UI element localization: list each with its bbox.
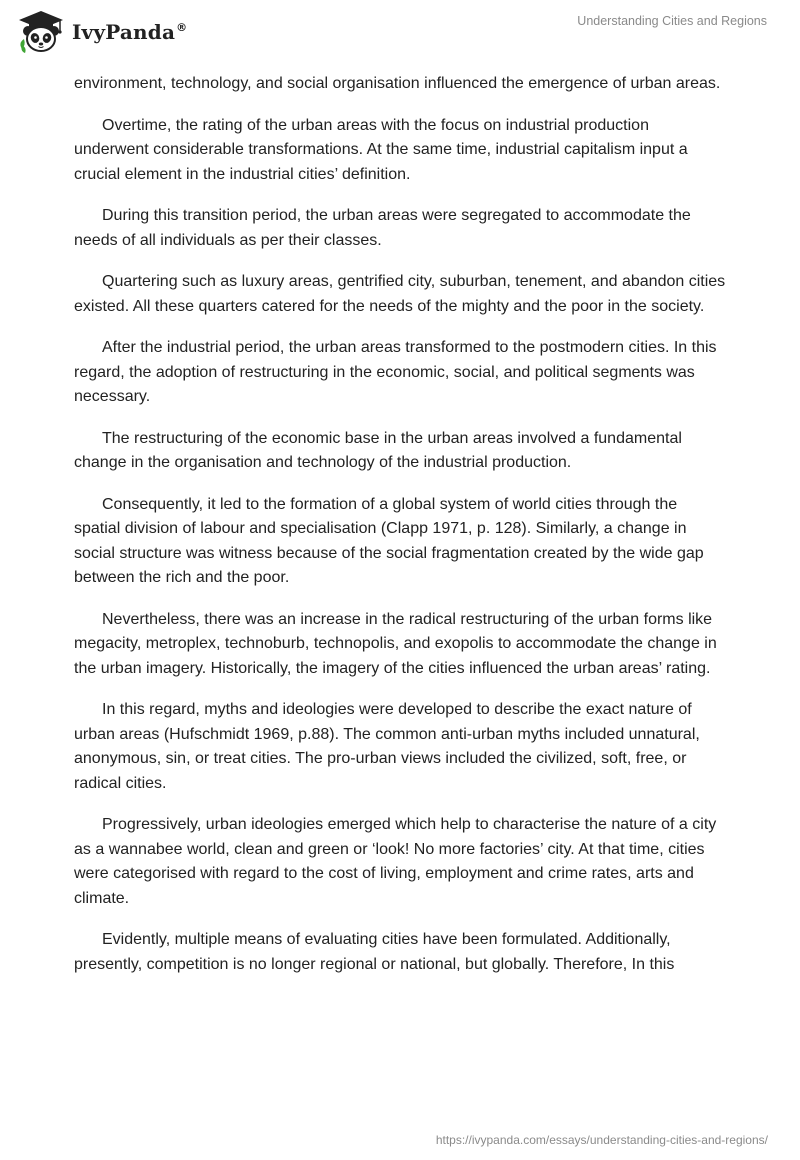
- page-header: [0, 0, 800, 64]
- paragraph: During this transition period, the urban areas were segregated to accommodate the needs of all individuals as per their classes.: [74, 207, 691, 249]
- panda-graduate-icon: [16, 9, 66, 55]
- paragraph: After the industrial period, the urban areas transformed to the postmodern cities. In this regard, the adoption of restructuring in the economic, social, and political segments was necessary.: [74, 339, 717, 405]
- paragraph: Overtime, the rating of the urban areas with the focus on industrial production underwent considerable transformations. At the same time, industrial capitalism input a crucial element in the industrial cities’ definition.: [74, 116, 688, 183]
- paragraph: Quartering such as luxury areas, gentrified city, suburban, tenement, and abandon cities existed. All these quarters catered for the needs of the mighty and the poor in the society.: [74, 273, 726, 315]
- source-url[interactable]: https://ivypanda.com/essays/understanding-cities-and-regions/: [435, 1133, 768, 1147]
- registered-mark: ®: [176, 21, 188, 35]
- document-title: Understanding Cities and Regions: [577, 14, 767, 28]
- brand-logo[interactable]: [16, 8, 187, 56]
- paragraph: Consequently, it led to the formation of a global system of world cities through the spatial division of labour and specialisation (Clapp 1971, p. 128). Similarly, a change in social structure was witness because of the social fragmentation created by the wide gap between the rich and the poor.: [74, 495, 704, 586]
- paragraph: The restructuring of the economic base in the urban areas involved a fundamental change in the organisation and technology of the industrial production.: [74, 429, 682, 471]
- paragraph: Progressively, urban ideologies emerged which help to characterise the nature of a city as a wannabee world, clean and green or ‘look! No more factories’ city. At that time, cities were categorised with regard to the cost of living, employment and crime rates, arts and climate.: [74, 816, 717, 907]
- paragraph: Nevertheless, there was an increase in the radical restructuring of the urban forms like megacity, metroplex, technoburb, technopolis, and exopolis to accommodate the change in the urban imagery. Historically, the imagery of the cities influenced the urban areas’ rating.: [74, 610, 717, 677]
- brand-name: IvyPanda®: [72, 20, 188, 44]
- paragraph: environment, technology, and social organisation influenced the emergence of urban areas.: [74, 75, 721, 92]
- essay-body: [74, 72, 726, 994]
- paragraph: In this regard, myths and ideologies were developed to describe the exact nature of urban areas (Hufschmidt 1969, p.88). The common anti-urban myths included unnatural, anonymous, sin, or treat cities. The pro-urban views included the civilized, soft, free, or radical cities.: [74, 701, 700, 792]
- paragraph: Evidently, multiple means of evaluating cities have been formulated. Additionally, presently, competition is no longer regional or national, but globally. Therefore, In this: [74, 931, 675, 973]
